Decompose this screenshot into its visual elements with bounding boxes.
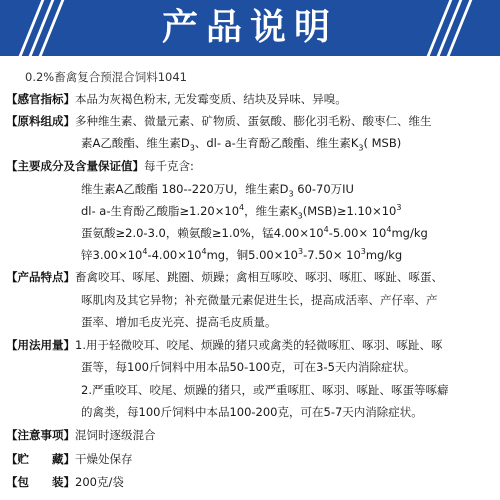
ingredients-text: 素A乙酸酯、维生素D xyxy=(81,136,190,150)
guarantee-value: -5.00× 10 xyxy=(328,226,387,240)
storage-label: 【贮 藏】 xyxy=(6,452,75,466)
sensory-text: 本品为灰褐色粉末, 无发霉变质、结块及异味、异嗅。 xyxy=(75,92,347,106)
ingredients-line1: 多种维生素、微量元素、矿物质、蛋氨酸、膨化羽毛粉、酸枣仁、维生 xyxy=(75,114,432,128)
notes-row xyxy=(6,426,156,444)
subscript: 3 xyxy=(297,211,303,221)
subscript: 3 xyxy=(189,143,195,153)
title-banner xyxy=(0,0,500,56)
guarantee-value: (MSB)≥1.10×10 xyxy=(302,204,397,218)
subscript: 3 xyxy=(358,143,364,153)
ingredients-row xyxy=(6,112,432,130)
notes-text: 混饲时逐级混合 xyxy=(75,428,156,442)
guarantee-line4 xyxy=(81,246,402,264)
guarantee-value: ，维生素K xyxy=(244,204,298,218)
ingredients-line2 xyxy=(81,134,401,152)
package-label: 【包 装】 xyxy=(6,475,75,489)
usage-line1: 1.用于轻微咬耳、咬尾、烦躁的猪只或禽类的轻微啄肛、啄羽、啄趾、啄 xyxy=(75,338,443,352)
guarantee-value: 60-70万IU xyxy=(293,182,354,196)
usage-line3: 2.严重咬耳、咬尾、烦躁的猪只，或严重啄肛、啄羽、啄趾、啄蛋等啄癖 xyxy=(81,383,449,397)
notes-label: 【注意事项】 xyxy=(6,428,75,442)
usage-row xyxy=(6,336,442,354)
guarantee-value: 锌3.00×10 xyxy=(81,248,143,262)
page-title: 产品说明 xyxy=(161,7,338,48)
superscript: 4 xyxy=(323,225,329,235)
storage-row xyxy=(6,450,133,468)
usage-line4: 的禽类，每100斤饲料中本品100-200克，可在5-7天内消除症状。 xyxy=(81,405,423,419)
guarantee-label: 【主要成分及含量保证值】 xyxy=(6,159,144,173)
guarantee-row xyxy=(6,157,194,175)
ingredients-label: 【原料组成】 xyxy=(6,114,75,128)
storage-text: 干燥处保存 xyxy=(75,452,133,466)
features-label: 【产品特点】 xyxy=(6,270,75,284)
package-text: 200克/袋 xyxy=(75,475,124,489)
guarantee-value: mg，铜5.00×10 xyxy=(206,248,298,262)
usage-label: 【用法用量】 xyxy=(6,338,75,352)
features-row xyxy=(6,268,443,286)
superscript: 4 xyxy=(386,225,392,235)
ingredients-text: 、dl- a-生育酚乙酸酯、维生素K xyxy=(194,136,359,150)
guarantee-line1 xyxy=(81,180,354,198)
guarantee-value: 维生素A乙酸酯 180--220万U，维生素D xyxy=(81,182,289,196)
subscript: 3 xyxy=(288,189,294,199)
features-line2: 啄肌肉及其它异物；补充微量元素促进生长，提高成活率、产仔率、产 xyxy=(81,293,438,307)
usage-line2: 蛋等，每100斤饲料中用本品50-100克，可在3-5天内消除症状。 xyxy=(81,360,416,374)
sensory-row xyxy=(6,90,347,108)
superscript: 4 xyxy=(239,203,245,213)
ingredients-text: ( MSB) xyxy=(363,136,402,150)
guarantee-value: -4.00×10 xyxy=(147,248,202,262)
sensory-label: 【感官指标】 xyxy=(6,92,75,106)
superscript: 3 xyxy=(297,247,304,257)
features-line1: 畜禽咬耳、啄尾、跳圈、烦躁；禽相互啄咬、啄羽、啄肛、啄趾、啄蛋、 xyxy=(75,270,443,284)
guarantee-line2 xyxy=(81,202,401,220)
guarantee-value: mg/kg xyxy=(391,226,428,240)
guarantee-value: dl- a-生育酚乙酸脂≥1.20×10 xyxy=(81,204,240,218)
guarantee-value: -7.50× 10 xyxy=(303,248,361,262)
package-row xyxy=(6,473,124,491)
features-line3: 蛋率、增加毛皮光亮、提高毛皮质量。 xyxy=(81,315,277,329)
superscript: 4 xyxy=(142,247,148,257)
guarantee-text: 每千克含: xyxy=(144,159,194,173)
superscript: 3 xyxy=(360,247,366,257)
superscript: 4 xyxy=(201,247,207,257)
superscript: 3 xyxy=(396,203,402,213)
guarantee-value: 蛋氨酸≥2.0-3.0，赖氨酸≥1.0%，锰4.00×10 xyxy=(81,226,324,240)
guarantee-line3 xyxy=(81,224,428,242)
product-name: 0.2%畜禽复合预混合饲料1041 xyxy=(25,70,187,84)
guarantee-value: mg/kg xyxy=(365,248,403,262)
